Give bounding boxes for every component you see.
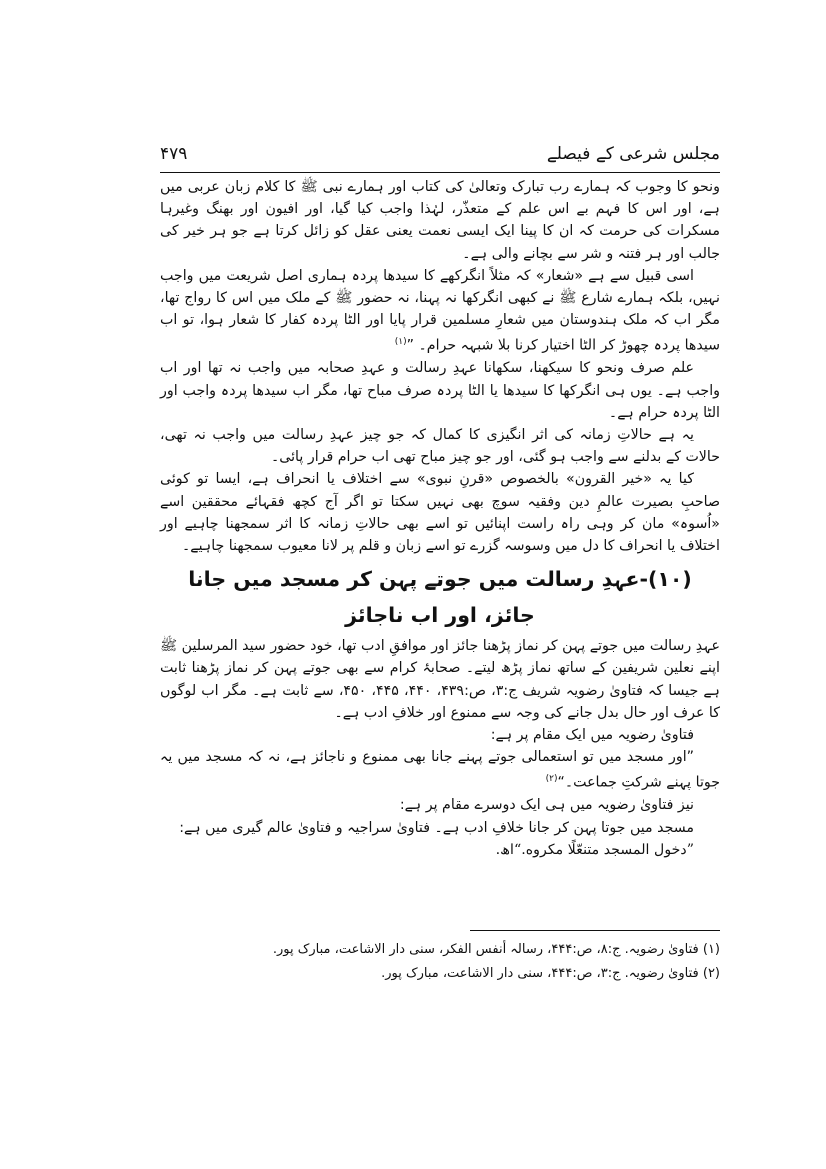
running-title: مجلس شرعی کے فیصلے <box>546 144 720 164</box>
section-heading: (۱۰)-عہدِ رسالت میں جوتے پہن کر مسجد میں جانا جائز، اور اب ناجائز <box>188 567 692 628</box>
footnote-divider <box>470 930 720 931</box>
footnotes <box>160 938 720 986</box>
paragraph: عہدِ رسالت میں جوتے پہن کر نماز پڑھنا جائز اور موافقِ ادب تھا، خود حضور سید المرسلین ﷺ اپنے نعلین شریفین کے ساتھ نماز پڑھ لیتے۔ صحابۂ کرام سے بھی جوتے پہن کر نماز پڑھنا ثابت ہے جیسا کہ فتاویٰ رضویہ شریف ج:۳، ص:۴۳۹، ۴۴۰، ۴۴۵، ۴۵۰، سے ثابت ہے۔ مگر اب لوگوں کا عرف اور حال بدل جانے کی وجہ سے ممنوع اور خلافِ ادب ہے۔ <box>160 638 720 721</box>
paragraph: فتاویٰ رضویہ میں ایک مقام پر ہے: <box>490 727 694 743</box>
paragraph-text: اسی قبیل سے ہے «شعار» کہ مثلاً انگرکھے کا سیدھا پردہ ہماری اصل شریعت میں واجب نہیں، بلکہ ہمارے شارع ﷺ نے کبھی انگرکھا نہ پہنا، نہ حضور ﷺ کے ملک میں اس کا رواج تھا، مگر اب کہ ملک ہندوستان میں شعارِ مسلمین قرار پایا اور الٹا پردہ کفار کا شعار ہوا، تو اب سیدھا پردہ چھوڑ کر الٹا اختیار کرنا بلا شبہہ حرام۔ ” <box>160 267 720 355</box>
quotation-text: ”اور مسجد میں تو استعمالی جوتے پہنے جانا بھی ممنوع و ناجائز ہے، نہ کہ مسجد میں یہ جوتا پہنے شرکتِ جماعت۔“ <box>160 749 720 792</box>
footnote-ref: (۱) <box>394 337 407 348</box>
body-text <box>160 176 720 861</box>
page-header <box>160 142 720 173</box>
arabic-quote: ”دخول المسجد متنعّلًا مكروه.“اھ. <box>495 841 694 858</box>
paragraph: مسجد میں جوتا پہن کر جانا خلافِ ادب ہے۔ فتاویٰ سراجیہ و فتاویٰ عالم گیری میں ہے: <box>179 819 694 836</box>
footnote: (۱) فتاویٰ رضویہ. ج:۸، ص:۴۴۴، رسالہ أنفس الفکر، سنی دار الاشاعت، مبارک پور. <box>272 942 720 957</box>
paragraph: ونحو کا وجوب کہ ہمارے رب تبارک وتعالیٰ کی کتاب اور ہمارے نبی ﷺ کا کلام زبان عربی میں ہے، اور اس کا فہم بے اس علم کے متعذّر، لہٰذا واجب کیا گیا، اور افیون اور بھنگ وغیرہا مسکرات کی حرمت کہ ان کا پینا ایک ایسی نعمت یعنی عقل کو زائل کرتا ہے جو ہر خیر کی جالب اور ہر فتنہ و شر سے بچانے والی ہے۔ <box>160 179 720 262</box>
quotation <box>160 746 720 794</box>
paragraph: یہ ہے حالاتِ زمانہ کی اثر انگیزی کا کمال کہ جو چیز عہدِ رسالت میں واجب نہ تھی، حالات کے بدلنے سے واجب ہو گئی، اور جو چیز مباح تھی اب حرام قرار پائی۔ <box>160 426 720 466</box>
footnote-ref: (۲) <box>545 774 558 785</box>
footnote: (۲) فتاویٰ رضویہ. ج:۳، ص:۴۴۴، سنی دار الاشاعت، مبارک پور. <box>381 966 720 981</box>
paragraph <box>160 265 720 358</box>
page-number: ۴۷۹ <box>160 144 188 164</box>
paragraph: نیز فتاویٰ رضویہ میں ہی ایک دوسرے مقام پر ہے: <box>399 797 694 814</box>
paragraph: کیا یہ «خیر القرون» بالخصوص «قرنِ نبوی» سے اختلاف یا انحراف ہے، ایسا تو کوئی صاحبِ بصیرت عالمِ دین وفقیہ سوچ بھی نہیں سکتا تو اگر آج کچھ فقہائے محققین اسے «اُسوہ» مان کر وہی راہ راست اپنائیں تو اسے بھی حالاتِ زمانہ کا اثر سمجھنا چاہیے اور اختلاف یا انحراف کا دل میں وسوسہ گزرے تو اسے زبان و قلم پر لانا معیوب سمجھنا چاہیے۔ <box>160 471 720 554</box>
paragraph: علم صرف ونحو کا سیکھنا، سکھانا عہدِ رسالت و عہدِ صحابہ میں واجب نہ تھا اور اب واجب ہے۔ یوں ہی انگرکھا کا سیدھا یا الٹا پردہ صرف مباح تھا، مگر اب سیدھا پردہ واجب اور الٹا پردہ حرام ہے۔ <box>160 360 720 421</box>
